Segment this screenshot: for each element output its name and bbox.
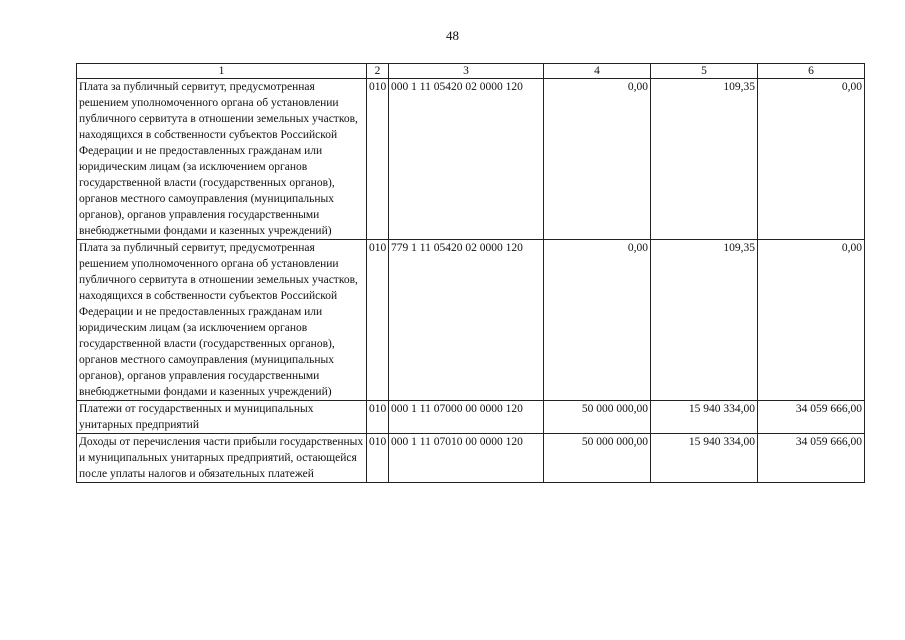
row-budget-code: 000 1 11 05420 02 0000 120 <box>389 79 544 240</box>
row-value-col6: 0,00 <box>758 79 865 240</box>
table-row <box>77 79 865 240</box>
row-value-col5: 15 940 334,00 <box>651 401 758 434</box>
budget-table <box>76 63 865 483</box>
row-value-col5: 109,35 <box>651 79 758 240</box>
column-header-3: 3 <box>389 64 544 79</box>
column-header-5: 5 <box>651 64 758 79</box>
row-name: Платежи от государственных и муниципальных унитарных предприятий <box>77 401 367 434</box>
row-value-col6: 0,00 <box>758 240 865 401</box>
page-number: 48 <box>446 28 459 43</box>
row-admin-code: 010 <box>367 401 389 434</box>
row-budget-code: 779 1 11 05420 02 0000 120 <box>389 240 544 401</box>
column-header-6: 6 <box>758 64 865 79</box>
column-header-4: 4 <box>544 64 651 79</box>
row-value-col4: 0,00 <box>544 240 651 401</box>
row-name: Плата за публичный сервитут, предусмотренная решением уполномоченного органа об установлении публичного сервитута в отношении земельных участков, находящихся в собственности субъектов Российской Федерации и не предоставленных гражданам или юридическим лицам (за исключением органов государственной власти (государственных органов), органов местного самоуправления (муниципальных органов), органов управления государственными внебюджетными фондами и казенных учреждений) <box>77 240 367 401</box>
row-value-col4: 0,00 <box>544 79 651 240</box>
table-row <box>77 401 865 434</box>
row-admin-code: 010 <box>367 434 389 483</box>
row-value-col6: 34 059 666,00 <box>758 401 865 434</box>
column-header-1: 1 <box>77 64 367 79</box>
row-value-col4: 50 000 000,00 <box>544 401 651 434</box>
row-budget-code: 000 1 11 07000 00 0000 120 <box>389 401 544 434</box>
table-row <box>77 240 865 401</box>
row-admin-code: 010 <box>367 79 389 240</box>
table-row <box>77 434 865 483</box>
row-admin-code: 010 <box>367 240 389 401</box>
row-value-col4: 50 000 000,00 <box>544 434 651 483</box>
row-value-col6: 34 059 666,00 <box>758 434 865 483</box>
row-value-col5: 109,35 <box>651 240 758 401</box>
column-header-2: 2 <box>367 64 389 79</box>
row-name: Плата за публичный сервитут, предусмотренная решением уполномоченного органа об установлении публичного сервитута в отношении земельных участков, находящихся в собственности субъектов Российской Федерации и не предоставленных гражданам или юридическим лицам (за исключением органов государственной власти (государственных органов), органов местного самоуправления (муниципальных органов), органов управления государственными внебюджетными фондами и казенных учреждений) <box>77 79 367 240</box>
row-value-col5: 15 940 334,00 <box>651 434 758 483</box>
column-number-header-row <box>77 64 865 79</box>
row-budget-code: 000 1 11 07010 00 0000 120 <box>389 434 544 483</box>
row-name: Доходы от перечисления части прибыли государственных и муниципальных унитарных предприятий, остающейся после уплаты налогов и обязательных платежей <box>77 434 367 483</box>
